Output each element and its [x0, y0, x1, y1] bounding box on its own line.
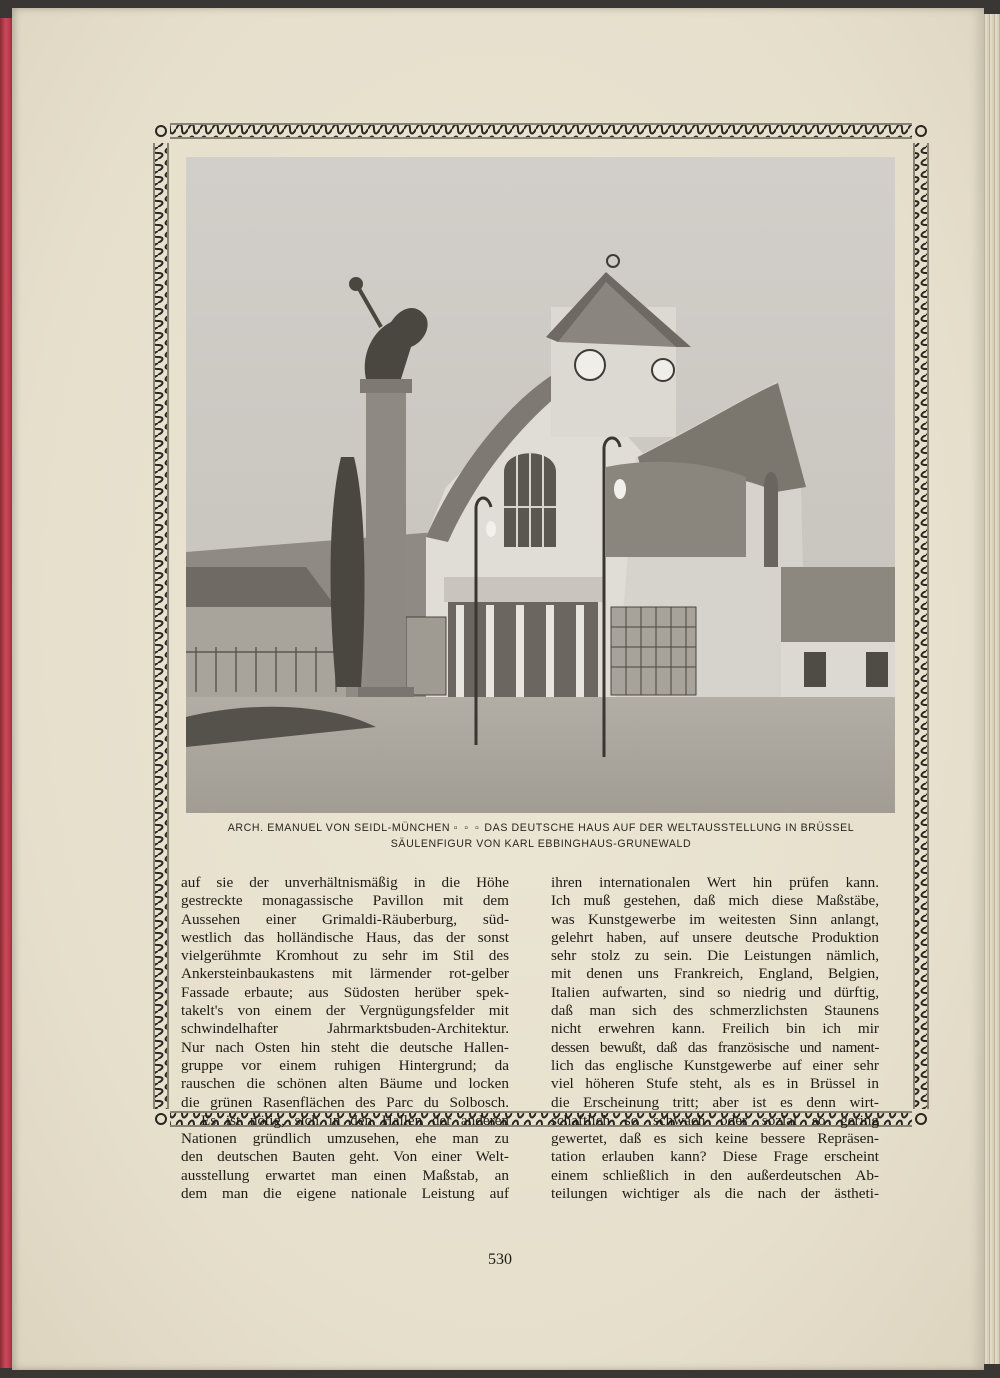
text-line: Ankersteinbaukastens mit lärmender rot-gelber [181, 965, 509, 983]
text-line: Aussehen einer Grimaldi-Räuberburg, süd- [181, 910, 509, 928]
caption-squares: ▫ ▫ ▫ [453, 822, 481, 834]
text-line: gruppe vor einem ruhigen Hintergrund; da [181, 1056, 509, 1074]
text-line: rauschen die schönen alten Bäume und locken [181, 1075, 509, 1093]
text-line: die Erscheinung tritt; aber ist es denn wirt- [551, 1093, 879, 1111]
text-line: einem schließlich in den außerdeutschen Ab- [551, 1166, 879, 1184]
text-line: den deutschen Bauten geht. Von einer Welt- [181, 1148, 509, 1166]
text-line: dessen bewußt, daß das französische und nament- [551, 1038, 879, 1056]
caption-line-1 [176, 820, 906, 836]
text-line: tation erlauben kann? Diese Frage erscheint [551, 1148, 879, 1166]
text-column-left [181, 874, 509, 1203]
text-column-right [551, 874, 879, 1203]
text-line: Es ist nötig, sich in den Hallen der anderen [201, 1111, 509, 1129]
text-line: viel höheren Stufe steht, als es in Brüssel in [551, 1075, 879, 1093]
text-line: dem man die eigene nationale Leistung auf [181, 1185, 509, 1203]
photograph-deutsches-haus [186, 157, 895, 813]
text-line: teilungen wichtiger als die nach der ästheti- [551, 1185, 879, 1203]
text-line: westlich das holländische Haus, das der sonst [181, 928, 509, 946]
caption-line-2: SÄULENFIGUR VON KARL EBBINGHAUS-GRUNEWALD [390, 838, 692, 850]
book-fore-edge [982, 14, 1000, 1364]
text-line: auf sie der unverhältnismäßig in die Höhe [181, 874, 509, 891]
text-line: sehr stolz zu sein. Die Leistungen nämlich, [551, 947, 879, 965]
text-line: gestreckte monagassische Pavillon mit dem [181, 892, 509, 910]
text-line: ihren internationalen Wert hin prüfen kann. [551, 874, 879, 891]
text-line: Ich muß gestehen, daß mich diese Maßstäbe, [551, 892, 879, 910]
caption-architect: ARCH. EMANUEL VON SEIDL-MÜNCHEN [227, 822, 451, 834]
text-line: schaftlich so schwach oder sozial so gering [551, 1111, 879, 1129]
text-line: lich das englische Kunstgewerbe auf einer sehr [551, 1056, 879, 1074]
text-line: Nationen gründlich umzusehen, ehe man zu [181, 1130, 509, 1148]
text-line: mit denen uns Frankreich, England, Belgien, [551, 965, 879, 983]
text-line: daß man sich des schmerzlichsten Staunens [551, 1002, 879, 1020]
caption-title: DAS DEUTSCHE HAUS AUF DER WELTAUSSTELLUNG IN BRÜSSEL [484, 822, 855, 834]
text-line: die grünen Rasenflächen des Parc du Solbosch. [181, 1093, 509, 1111]
text-line: Italien aufwarten, sind so niedrig und dürftig, [551, 983, 879, 1001]
text-line: nicht erwehren kann. Freilich bin ich mir [551, 1020, 879, 1038]
text-line: gelehrt haben, auf unsere deutsche Produktion [551, 928, 879, 946]
text-line: ausstellung erwartet man einen Maßstab, an [181, 1166, 509, 1184]
text-line: Fassade erbaute; aus Südosten herüber spek- [181, 983, 509, 1001]
page-number: 530 [488, 1251, 512, 1268]
text-line: was Kunstgewerbe im weitesten Sinn anlangt, [551, 910, 879, 928]
text-line: Nur nach Osten hin steht die deutsche Hallen- [181, 1038, 509, 1056]
photo-caption [176, 820, 906, 852]
text-line: gewertet, daß es sich keine bessere Repräsen- [551, 1130, 879, 1148]
text-line: schwindelhafter Jahrmarktsbuden-Architektur. [181, 1020, 509, 1038]
text-line: vielgerühmte Kromhout zu sehr im Stil des [181, 947, 509, 965]
text-line: takelt's von einem der Vergnügungsfelder mit [181, 1002, 509, 1020]
